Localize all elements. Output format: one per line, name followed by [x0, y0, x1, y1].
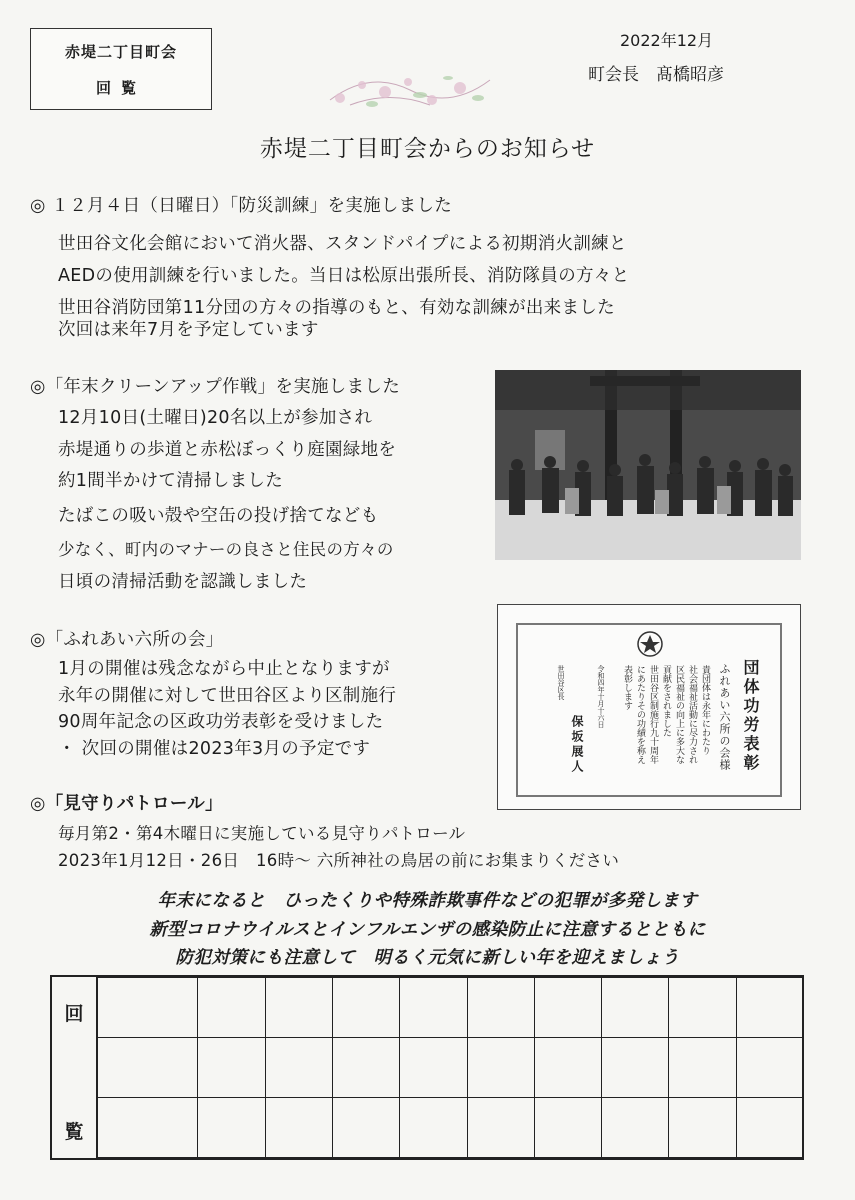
section3-heading: ◎「ふれあい六所の会」 — [30, 630, 224, 650]
chairperson: 町会長 髙橋昭彦 — [588, 65, 724, 85]
closing-line: 防犯対策にも注意して 明るく元気に新しい年を迎えましょう — [175, 948, 680, 968]
award-issuer: 世田谷区長 — [557, 665, 565, 700]
award-body-line: 表彰します — [622, 665, 632, 710]
stamp-cell[interactable] — [534, 978, 601, 1038]
section2-line: 日頃の清掃活動を認識しました — [58, 572, 308, 592]
stamp-cell[interactable] — [669, 1098, 736, 1158]
award-body-line: にあたりその功績を称え — [635, 665, 645, 764]
circulation-label-bottom: 覧 — [64, 1121, 84, 1143]
stamp-cell[interactable] — [332, 1098, 399, 1158]
award-title: 団体功労表彰 — [741, 659, 760, 773]
town-emblem-icon — [632, 629, 668, 659]
award-body-line: 貴団体は永年にわたり — [700, 665, 710, 755]
section3-line: ・ 次回の開催は2023年3月の予定です — [58, 739, 371, 759]
stamp-cell[interactable] — [736, 978, 803, 1038]
stamp-cell[interactable] — [198, 1038, 265, 1098]
stamp-cell[interactable] — [265, 1038, 332, 1098]
circulation-label-top: 回 — [64, 1003, 84, 1025]
section1-line: AEDの使用訓練を行いました。当日は松原出張所長、消防隊員の方々と — [58, 266, 630, 286]
section4-heading: ◎「見守りパトロール」 — [30, 794, 223, 814]
section4-line: 毎月第2・第4木曜日に実施している見守りパトロール — [58, 824, 466, 843]
certificate-border — [516, 623, 782, 797]
section2-line: 約1間半かけて清掃しました — [58, 471, 284, 491]
stamp-cell[interactable] — [669, 1038, 736, 1098]
kairan-label-box — [30, 28, 212, 110]
award-body-line: 貢献をされました — [661, 665, 671, 737]
award-date: 令和四年十月十六日 — [597, 665, 605, 728]
award-signer: 保坂展人 — [570, 715, 584, 775]
award-body-line: 世田谷区制施行九十周年 — [648, 665, 658, 764]
section2-line: たばこの吸い殻や空缶の投げ捨てなども — [58, 506, 379, 526]
circulation-stamp-grid — [50, 975, 804, 1160]
kairan-label: 回覧 — [95, 79, 146, 97]
stamp-row — [97, 1038, 804, 1098]
award-body-line: 区民福祉の向上に多大な — [674, 665, 684, 764]
stamp-cell[interactable] — [669, 978, 736, 1038]
stamp-cell[interactable] — [400, 978, 467, 1038]
stamp-cell[interactable] — [332, 1038, 399, 1098]
section2-line: 少なく、町内のマナーの良さと住民の方々の — [58, 540, 394, 559]
award-certificate — [497, 604, 801, 810]
association-name: 赤堤二丁目町会 — [64, 43, 177, 61]
stamp-cell[interactable] — [467, 1098, 534, 1158]
page-title: 赤堤二丁目町会からのお知らせ — [259, 136, 596, 162]
stamp-cell[interactable] — [534, 1038, 601, 1098]
section1-heading: ◎ １２月４日（日曜日）「防災訓練」を実施しました — [30, 196, 453, 216]
issue-date: 2022年12月 — [620, 31, 714, 50]
section2-line: 12月10日(土曜日)20名以上が参加され — [58, 408, 373, 428]
stamp-cell[interactable] — [265, 978, 332, 1038]
stamp-cell[interactable] — [400, 1038, 467, 1098]
section3-line: 永年の開催に対して世田谷区より区制施行 — [58, 686, 397, 706]
stamp-cell[interactable] — [97, 978, 198, 1038]
award-body-line: 社会福祉活動に尽力され — [687, 665, 697, 764]
stamp-cell[interactable] — [602, 978, 669, 1038]
flower-decoration-icon — [310, 60, 510, 118]
stamp-cell[interactable] — [467, 978, 534, 1038]
stamp-row — [97, 1098, 804, 1158]
stamp-cell[interactable] — [736, 1038, 803, 1098]
stamp-cell[interactable] — [198, 1098, 265, 1158]
stamp-cell[interactable] — [467, 1038, 534, 1098]
section1-line: 世田谷消防団第11分団の方々の指導のもと、有効な訓練が出来ました — [58, 298, 615, 318]
cleanup-group-photo — [495, 370, 801, 560]
stamp-cell[interactable] — [198, 978, 265, 1038]
section2-line: 赤堤通りの歩道と赤松ぼっくり庭園緑地を — [58, 440, 397, 460]
section3-line: 1月の開催は残念ながら中止となりますが — [58, 659, 390, 679]
stamp-cell[interactable] — [332, 978, 399, 1038]
stamp-cell[interactable] — [400, 1098, 467, 1158]
stamp-cell[interactable] — [97, 1038, 198, 1098]
stamp-cell[interactable] — [97, 1098, 198, 1158]
closing-line: 年末になると ひったくりや特殊詐欺事件などの犯罪が多発します — [157, 891, 698, 911]
stamp-cell[interactable] — [736, 1098, 803, 1158]
award-recipient: ふれあい六所の会様 — [718, 663, 731, 771]
closing-line: 新型コロナウイルスとインフルエンザの感染防止に注意するとともに — [149, 920, 706, 940]
section1-line: 次回は来年7月を予定しています — [58, 320, 319, 340]
section2-heading: ◎「年末クリーンアップ作戦」を実施しました — [30, 377, 400, 397]
stamp-row — [97, 978, 804, 1038]
stamp-cell[interactable] — [602, 1038, 669, 1098]
stamp-cell[interactable] — [265, 1098, 332, 1158]
stamp-cell[interactable] — [534, 1098, 601, 1158]
section3-line: 90周年記念の区政功労表彰を受けました — [58, 712, 384, 732]
section4-line: 2023年1月12日・26日 16時～ 六所神社の鳥居の前にお集まりください — [58, 851, 620, 870]
stamp-cell[interactable] — [602, 1098, 669, 1158]
stamp-table — [96, 977, 804, 1158]
section1-line: 世田谷文化会館において消火器、スタンドパイプによる初期消火訓練と — [58, 234, 627, 254]
